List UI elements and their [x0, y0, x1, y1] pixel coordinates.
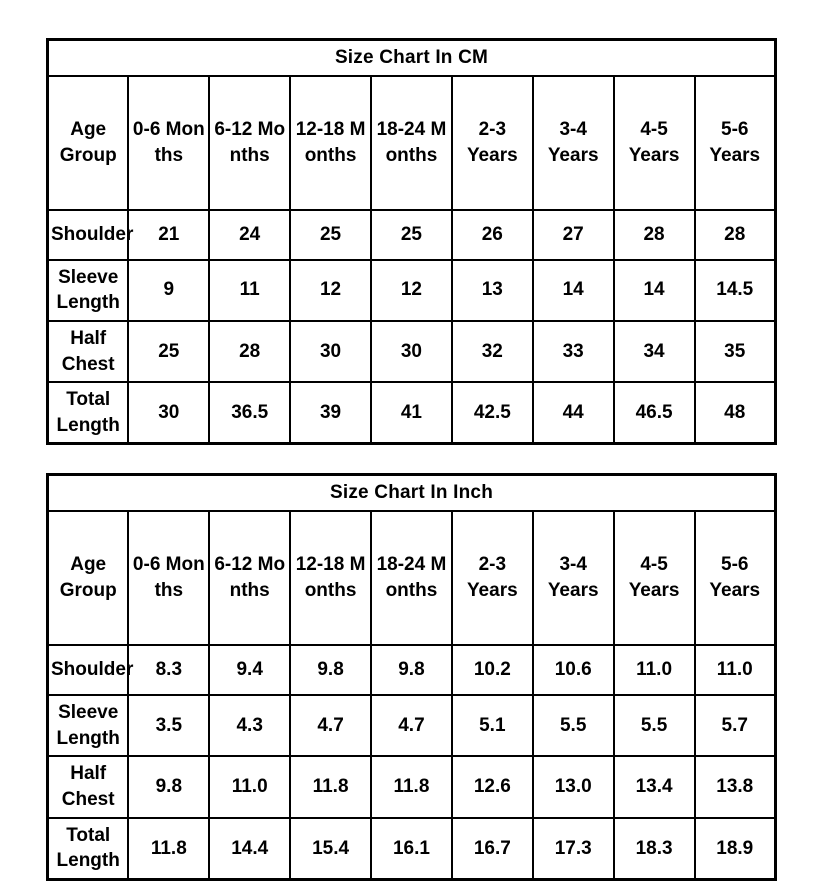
table-cell: 14.5 — [695, 260, 776, 321]
size-column-header: 2-3 Years — [452, 511, 533, 645]
table-row — [48, 210, 776, 260]
table-cell: 24 — [209, 210, 290, 260]
table-row — [48, 818, 776, 880]
table-cell: 13.0 — [533, 756, 614, 817]
table-cell: 44 — [533, 382, 614, 444]
table-cell: 14.4 — [209, 818, 290, 880]
table-row — [48, 695, 776, 756]
row-label: Sleeve Length — [48, 695, 129, 756]
table-header-row — [48, 76, 776, 210]
table-cell: 36.5 — [209, 382, 290, 444]
table-cell: 28 — [695, 210, 776, 260]
table-cell: 13.8 — [695, 756, 776, 817]
table-cell: 5.5 — [533, 695, 614, 756]
table-cell: 10.6 — [533, 645, 614, 695]
table-cell: 18.3 — [614, 818, 695, 880]
size-column-header: 6-12 Months — [209, 76, 290, 210]
table-cell: 21 — [128, 210, 209, 260]
table-header-row — [48, 511, 776, 645]
table-cell: 30 — [290, 321, 371, 382]
size-column-header: 18-24 Months — [371, 76, 452, 210]
table-cell: 26 — [452, 210, 533, 260]
table-cell: 14 — [533, 260, 614, 321]
table-cell: 30 — [128, 382, 209, 444]
table-cell: 15.4 — [290, 818, 371, 880]
size-column-header: 5-6 Years — [695, 511, 776, 645]
table-cell: 13 — [452, 260, 533, 321]
table-cell: 11.8 — [290, 756, 371, 817]
size-column-header: 4-5 Years — [614, 511, 695, 645]
row-label: Shoulder — [48, 210, 129, 260]
table-cell: 11.0 — [614, 645, 695, 695]
table-row — [48, 382, 776, 444]
table-cell: 11.8 — [128, 818, 209, 880]
table-cell: 25 — [371, 210, 452, 260]
table-cell: 41 — [371, 382, 452, 444]
table-cell: 13.4 — [614, 756, 695, 817]
chart-title: Size Chart In CM — [48, 40, 776, 76]
chart-title-row — [48, 475, 776, 511]
table-cell: 48 — [695, 382, 776, 444]
table-cell: 34 — [614, 321, 695, 382]
table-row — [48, 756, 776, 817]
table-cell: 11.0 — [209, 756, 290, 817]
table-cell: 8.3 — [128, 645, 209, 695]
table-cell: 11 — [209, 260, 290, 321]
table-cell: 9.8 — [290, 645, 371, 695]
table-cell: 14 — [614, 260, 695, 321]
table-cell: 9.8 — [371, 645, 452, 695]
table-cell: 42.5 — [452, 382, 533, 444]
table-cell: 9.8 — [128, 756, 209, 817]
table-cell: 16.1 — [371, 818, 452, 880]
table-cell: 25 — [128, 321, 209, 382]
table-row — [48, 645, 776, 695]
row-label: Half Chest — [48, 756, 129, 817]
table-cell: 39 — [290, 382, 371, 444]
row-label: Half Chest — [48, 321, 129, 382]
size-column-header: 5-6 Years — [695, 76, 776, 210]
table-cell: 18.9 — [695, 818, 776, 880]
table-row — [48, 260, 776, 321]
table-cell: 11.8 — [371, 756, 452, 817]
row-label: Shoulder — [48, 645, 129, 695]
table-cell: 9 — [128, 260, 209, 321]
size-column-header: 12-18 Months — [290, 76, 371, 210]
table-cell: 3.5 — [128, 695, 209, 756]
size-column-header: 12-18 Months — [290, 511, 371, 645]
table-cell: 5.5 — [614, 695, 695, 756]
table-cell: 28 — [614, 210, 695, 260]
size-column-header: 6-12 Months — [209, 511, 290, 645]
table-cell: 11.0 — [695, 645, 776, 695]
size-column-header: 4-5 Years — [614, 76, 695, 210]
size-chart-inch — [46, 473, 777, 880]
row-label: Total Length — [48, 818, 129, 880]
table-cell: 10.2 — [452, 645, 533, 695]
table-cell: 12 — [290, 260, 371, 321]
table-cell: 27 — [533, 210, 614, 260]
table-cell: 12 — [371, 260, 452, 321]
size-column-header: 3-4 Years — [533, 511, 614, 645]
size-column-header: 0-6 Months — [128, 511, 209, 645]
table-cell: 5.7 — [695, 695, 776, 756]
table-cell: 5.1 — [452, 695, 533, 756]
size-column-header: 0-6 Months — [128, 76, 209, 210]
chart-title: Size Chart In Inch — [48, 475, 776, 511]
age-group-header: Age Group — [48, 76, 129, 210]
table-cell: 9.4 — [209, 645, 290, 695]
table-cell: 16.7 — [452, 818, 533, 880]
table-row — [48, 321, 776, 382]
size-column-header: 2-3 Years — [452, 76, 533, 210]
table-cell: 28 — [209, 321, 290, 382]
size-chart-cm — [46, 38, 777, 445]
table-cell: 12.6 — [452, 756, 533, 817]
row-label: Total Length — [48, 382, 129, 444]
row-label: Sleeve Length — [48, 260, 129, 321]
table-cell: 30 — [371, 321, 452, 382]
age-group-header: Age Group — [48, 511, 129, 645]
size-column-header: 18-24 Months — [371, 511, 452, 645]
table-cell: 46.5 — [614, 382, 695, 444]
table-cell: 4.7 — [371, 695, 452, 756]
chart-title-row — [48, 40, 776, 76]
table-cell: 25 — [290, 210, 371, 260]
size-column-header: 3-4 Years — [533, 76, 614, 210]
table-cell: 17.3 — [533, 818, 614, 880]
table-cell: 4.3 — [209, 695, 290, 756]
table-cell: 33 — [533, 321, 614, 382]
table-cell: 32 — [452, 321, 533, 382]
table-cell: 35 — [695, 321, 776, 382]
table-cell: 4.7 — [290, 695, 371, 756]
